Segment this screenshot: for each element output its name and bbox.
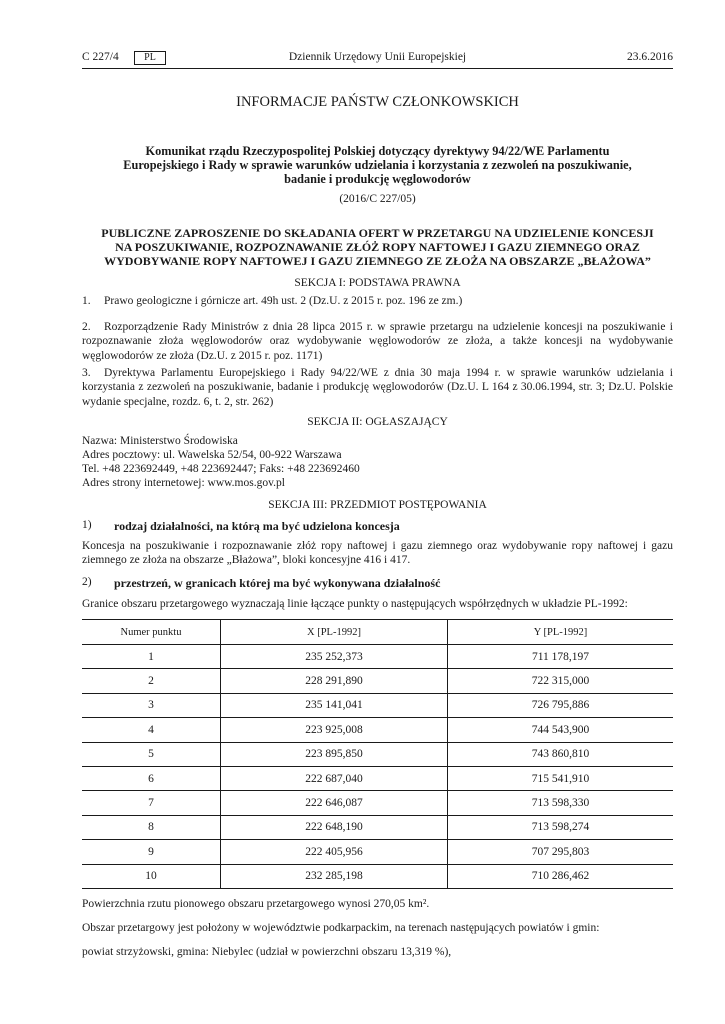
cell-y: 710 286,462 [448, 864, 674, 888]
sub1-text: Koncesja na poszukiwanie i rozpoznawanie złóż ropy naftowej i gazu ziemnego oraz wydobywanie ropy naftowej i gazu ziemnego ze złoża na obszarze „Błażowa”, bloki koncesyjne 416 i 417. [82, 540, 673, 567]
cell-y: 722 315,000 [448, 669, 674, 693]
cell-point: 4 [82, 718, 221, 742]
cell-x: 232 285,198 [221, 864, 448, 888]
cell-y: 707 295,803 [448, 840, 674, 864]
page-ref: C 227/4 [82, 51, 119, 63]
publication-date: 23.6.2016 [627, 51, 673, 63]
contact-name: Nazwa: Ministerstwo Środowiska [82, 435, 238, 447]
cell-point: 9 [82, 840, 221, 864]
col-header-y: Y [PL-1992] [448, 620, 674, 645]
cell-x: 235 252,373 [221, 645, 448, 669]
area-size-text: Powierzchnia rzutu pionowego obszaru przetargowego wynosi 270,05 km². [82, 898, 430, 910]
coordinates-table [82, 619, 673, 889]
table-row [82, 840, 673, 864]
table-row [82, 742, 673, 766]
table-header-row [82, 620, 673, 645]
cell-y: 713 598,274 [448, 815, 674, 839]
table-row [82, 766, 673, 790]
sub1-number: 1) [82, 519, 92, 531]
cell-y: 726 795,886 [448, 693, 674, 717]
sub2-number: 2) [82, 576, 92, 588]
table-row [82, 669, 673, 693]
cell-y: 713 598,330 [448, 791, 674, 815]
cell-x: 222 646,087 [221, 791, 448, 815]
table-row [82, 864, 673, 888]
cell-point: 10 [82, 864, 221, 888]
call-title: PUBLICZNE ZAPROSZENIE DO SKŁADANIA OFERT W PRZETARGU NA UDZIELENIE KONCESJI NA POSZUKIWANIE, ROZPOZNAWANIE ZŁÓŻ ROPY NAFTOWEJ I GAZU ZIEMNEGO ORAZ WYDOBYWANIE ROPY NAFTOWEJ I GAZU ZIEMNEGO ZE ZŁOŻA NA OBSZARZE „BŁAŻOWA” [101, 226, 654, 268]
section2-heading: SEKCJA II: OGŁASZAJĄCY [307, 416, 448, 428]
sub1-title: rodzaj działalności, na którą ma być udzielona koncesja [114, 519, 400, 533]
cell-x: 223 925,008 [221, 718, 448, 742]
cell-point: 1 [82, 645, 221, 669]
language-code: PL [134, 51, 166, 65]
cell-y: 743 860,810 [448, 742, 674, 766]
cell-point: 8 [82, 815, 221, 839]
legal-item-1: 1. Prawo geologiczne i górnicze art. 49h ust. 2 (Dz.U. z 2015 r. poz. 196 ze zm.) [82, 295, 463, 307]
section1-heading: SEKCJA I: PODSTAWA PRAWNA [294, 277, 461, 289]
doc-number: (2016/C 227/05) [339, 193, 416, 205]
legal-item-2: 2. Rozporządzenie Rady Ministrów z dnia 28 lipca 2015 r. w sprawie przetargu na udzielenie koncesji na poszukiwanie i rozpoznawanie złoża węglowodorów oraz wydobywanie węglowodorów ze złoża, a także koncesji na wydobywanie węglowodorów ze złoża (Dz.U. z 2015 r. poz. 1171) [82, 321, 673, 362]
cell-x: 235 141,041 [221, 693, 448, 717]
contact-phone: Tel. +48 223692449, +48 223692447; Faks: +48 223692460 [82, 463, 360, 475]
page-header [82, 51, 673, 67]
cell-y: 715 541,910 [448, 766, 674, 790]
header-rule [82, 68, 673, 69]
legal-item-3: 3. Dyrektywa Parlamentu Europejskiego i Rady 94/22/WE z dnia 30 maja 1994 r. w sprawie warunków udzielania i korzystania z zezwoleń na poszukiwanie, badanie i produkcję węglowodorów (Dz.U. L 164 z 30.06.1994, str. 3; Dz.U. Polskie wydanie specjalne, rozdz. 6, t. 2, str. 262) [82, 367, 673, 408]
location-text: Obszar przetargowy jest położony w województwie podkarpackim, na terenach następujących powiatów i gmin: [82, 922, 600, 934]
table-row [82, 645, 673, 669]
cell-point: 6 [82, 766, 221, 790]
section-title: INFORMACJE PAŃSTW CZŁONKOWSKICH [236, 94, 519, 110]
cell-x: 222 405,956 [221, 840, 448, 864]
cell-y: 744 543,900 [448, 718, 674, 742]
district-text: powiat strzyżowski, gmina: Niebylec (udział w powierzchni obszaru 13,319 %), [82, 946, 452, 958]
cell-point: 2 [82, 669, 221, 693]
journal-title: Dziennik Urzędowy Unii Europejskiej [288, 51, 467, 63]
cell-point: 3 [82, 693, 221, 717]
cell-x: 222 648,190 [221, 815, 448, 839]
table-row [82, 791, 673, 815]
col-header-point: Numer punktu [82, 620, 221, 645]
table-row [82, 718, 673, 742]
sub2-title: przestrzeń, w granicach której ma być wykonywana działalność [114, 576, 441, 590]
contact-website: Adres strony internetowej: www.mos.gov.pl [82, 477, 285, 489]
cell-y: 711 178,197 [448, 645, 674, 669]
cell-x: 222 687,040 [221, 766, 448, 790]
communication-title: Komunikat rządu Rzeczypospolitej Polskiej dotyczący dyrektywy 94/22/WE Parlamentu Europejskiego i Rady w sprawie warunków udzielania i korzystania z zezwoleń na poszukiwanie, badanie i produkcję węglowodorów [123, 144, 632, 186]
cell-point: 5 [82, 742, 221, 766]
contact-address: Adres pocztowy: ul. Wawelska 52/54, 00-922 Warszawa [82, 449, 342, 461]
col-header-x: X [PL-1992] [221, 620, 448, 645]
cell-point: 7 [82, 791, 221, 815]
cell-x: 228 291,890 [221, 669, 448, 693]
sub2-text: Granice obszaru przetargowego wyznaczają linie łączące punkty o następujących współrzędnych w układzie PL-1992: [82, 598, 628, 610]
table-row [82, 815, 673, 839]
table-row [82, 693, 673, 717]
cell-x: 223 895,850 [221, 742, 448, 766]
section3-heading: SEKCJA III: PRZEDMIOT POSTĘPOWANIA [268, 499, 487, 511]
